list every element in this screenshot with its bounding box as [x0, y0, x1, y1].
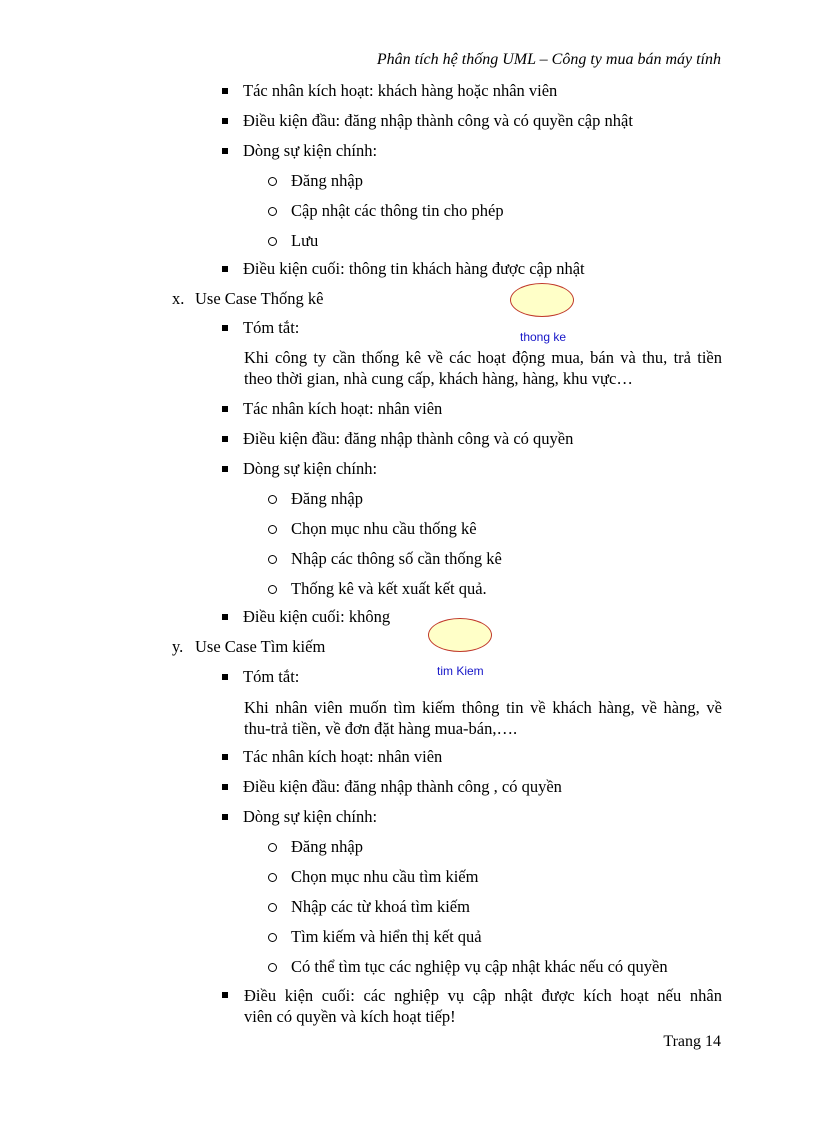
flow-step: Đăng nhập — [291, 489, 363, 508]
summary-line: thu-trả tiền, về đơn đặt hàng mua-bán,…. — [244, 719, 518, 738]
postcondition-text: Điều kiện cuối: không — [243, 607, 391, 626]
bullet-icon — [222, 148, 228, 154]
bullet-icon — [222, 118, 228, 124]
usecase-label: tim Kiem — [437, 664, 484, 678]
summary-paragraph — [244, 347, 722, 389]
section-marker: y. — [172, 637, 184, 656]
flow-step: Nhập các thông số cần thống kê — [291, 549, 502, 568]
bullet-icon — [222, 88, 228, 94]
summary-label: Tóm tắt: — [243, 318, 300, 337]
flow-step: Chọn mục nhu cầu tìm kiếm — [291, 867, 479, 886]
page-header: Phân tích hệ thống UML – Công ty mua bán máy tính — [376, 51, 721, 68]
postcondition-text: Điều kiện cuối: thông tin khách hàng được cập nhật — [243, 259, 585, 278]
actor-text: Tác nhân kích hoạt: nhân viên — [243, 747, 443, 766]
circle-bullet-icon — [268, 585, 277, 594]
bullet-icon — [222, 674, 228, 680]
flow-step: Chọn mục nhu cầu thống kê — [291, 519, 477, 538]
circle-bullet-icon — [268, 843, 277, 852]
circle-bullet-icon — [268, 237, 277, 246]
main-flow-label: Dòng sự kiện chính: — [243, 807, 378, 826]
circle-bullet-icon — [268, 933, 277, 942]
bullet-icon — [222, 325, 228, 331]
summary-label: Tóm tắt: — [243, 667, 300, 686]
circle-bullet-icon — [268, 177, 277, 186]
flow-step: Cập nhật các thông tin cho phép — [291, 201, 504, 220]
bullet-icon — [222, 814, 228, 820]
main-flow-label: Dòng sự kiện chính: — [243, 141, 378, 160]
flow-step: Lưu — [291, 231, 319, 250]
summary-line: Khi nhân viên muốn tìm kiếm thông tin về khách hàng, về hàng, về — [244, 698, 722, 717]
actor-text: Tác nhân kích hoạt: nhân viên — [243, 399, 443, 418]
bullet-icon — [222, 406, 228, 412]
circle-bullet-icon — [268, 495, 277, 504]
summary-line: theo thời gian, nhà cung cấp, khách hàng, hàng, khu vực… — [244, 369, 633, 388]
circle-bullet-icon — [268, 873, 277, 882]
bullet-icon — [222, 754, 228, 760]
precondition-text: Điều kiện đầu: đăng nhập thành công và có quyền — [243, 429, 574, 448]
main-flow-label: Dòng sự kiện chính: — [243, 459, 378, 478]
actor-text: Tác nhân kích hoạt: khách hàng hoặc nhân viên — [243, 81, 558, 100]
section-title: Use Case Tìm kiếm — [195, 637, 326, 656]
postcondition-line: viên có quyền và kích hoạt tiếp! — [244, 1007, 456, 1026]
postcondition-line: Điều kiện cuối: các nghiệp vụ cập nhật được kích hoạt nếu nhân — [244, 986, 722, 1005]
flow-step: Đăng nhập — [291, 171, 363, 190]
circle-bullet-icon — [268, 207, 277, 216]
bullet-icon — [222, 436, 228, 442]
section-marker: x. — [172, 289, 185, 308]
usecase-label: thong ke — [520, 330, 567, 344]
circle-bullet-icon — [268, 555, 277, 564]
flow-step: Thống kê và kết xuất kết quả. — [291, 579, 487, 598]
page-number: Trang 14 — [663, 1033, 721, 1050]
flow-step: Tìm kiếm và hiển thị kết quả — [291, 927, 482, 946]
section-title: Use Case Thống kê — [195, 289, 324, 308]
usecase-ellipse-icon — [428, 618, 492, 652]
bullet-icon — [222, 466, 228, 472]
bullet-icon — [222, 266, 228, 272]
bullet-icon — [222, 992, 228, 998]
postcondition-paragraph — [244, 985, 722, 1027]
usecase-ellipse-icon — [510, 283, 574, 317]
circle-bullet-icon — [268, 903, 277, 912]
summary-line: Khi công ty cần thống kê về các hoạt động mua, bán và thu, trả tiền — [244, 348, 722, 367]
bullet-icon — [222, 614, 228, 620]
circle-bullet-icon — [268, 525, 277, 534]
circle-bullet-icon — [268, 963, 277, 972]
summary-paragraph — [244, 697, 722, 739]
precondition-text: Điều kiện đầu: đăng nhập thành công , có quyền — [243, 777, 562, 796]
precondition-text: Điều kiện đầu: đăng nhập thành công và có quyền cập nhật — [243, 111, 633, 130]
bullet-icon — [222, 784, 228, 790]
flow-step: Đăng nhập — [291, 837, 363, 856]
flow-step: Nhập các từ khoá tìm kiếm — [291, 897, 470, 916]
flow-step: Có thể tìm tục các nghiệp vụ cập nhật khác nếu có quyền — [291, 957, 668, 976]
